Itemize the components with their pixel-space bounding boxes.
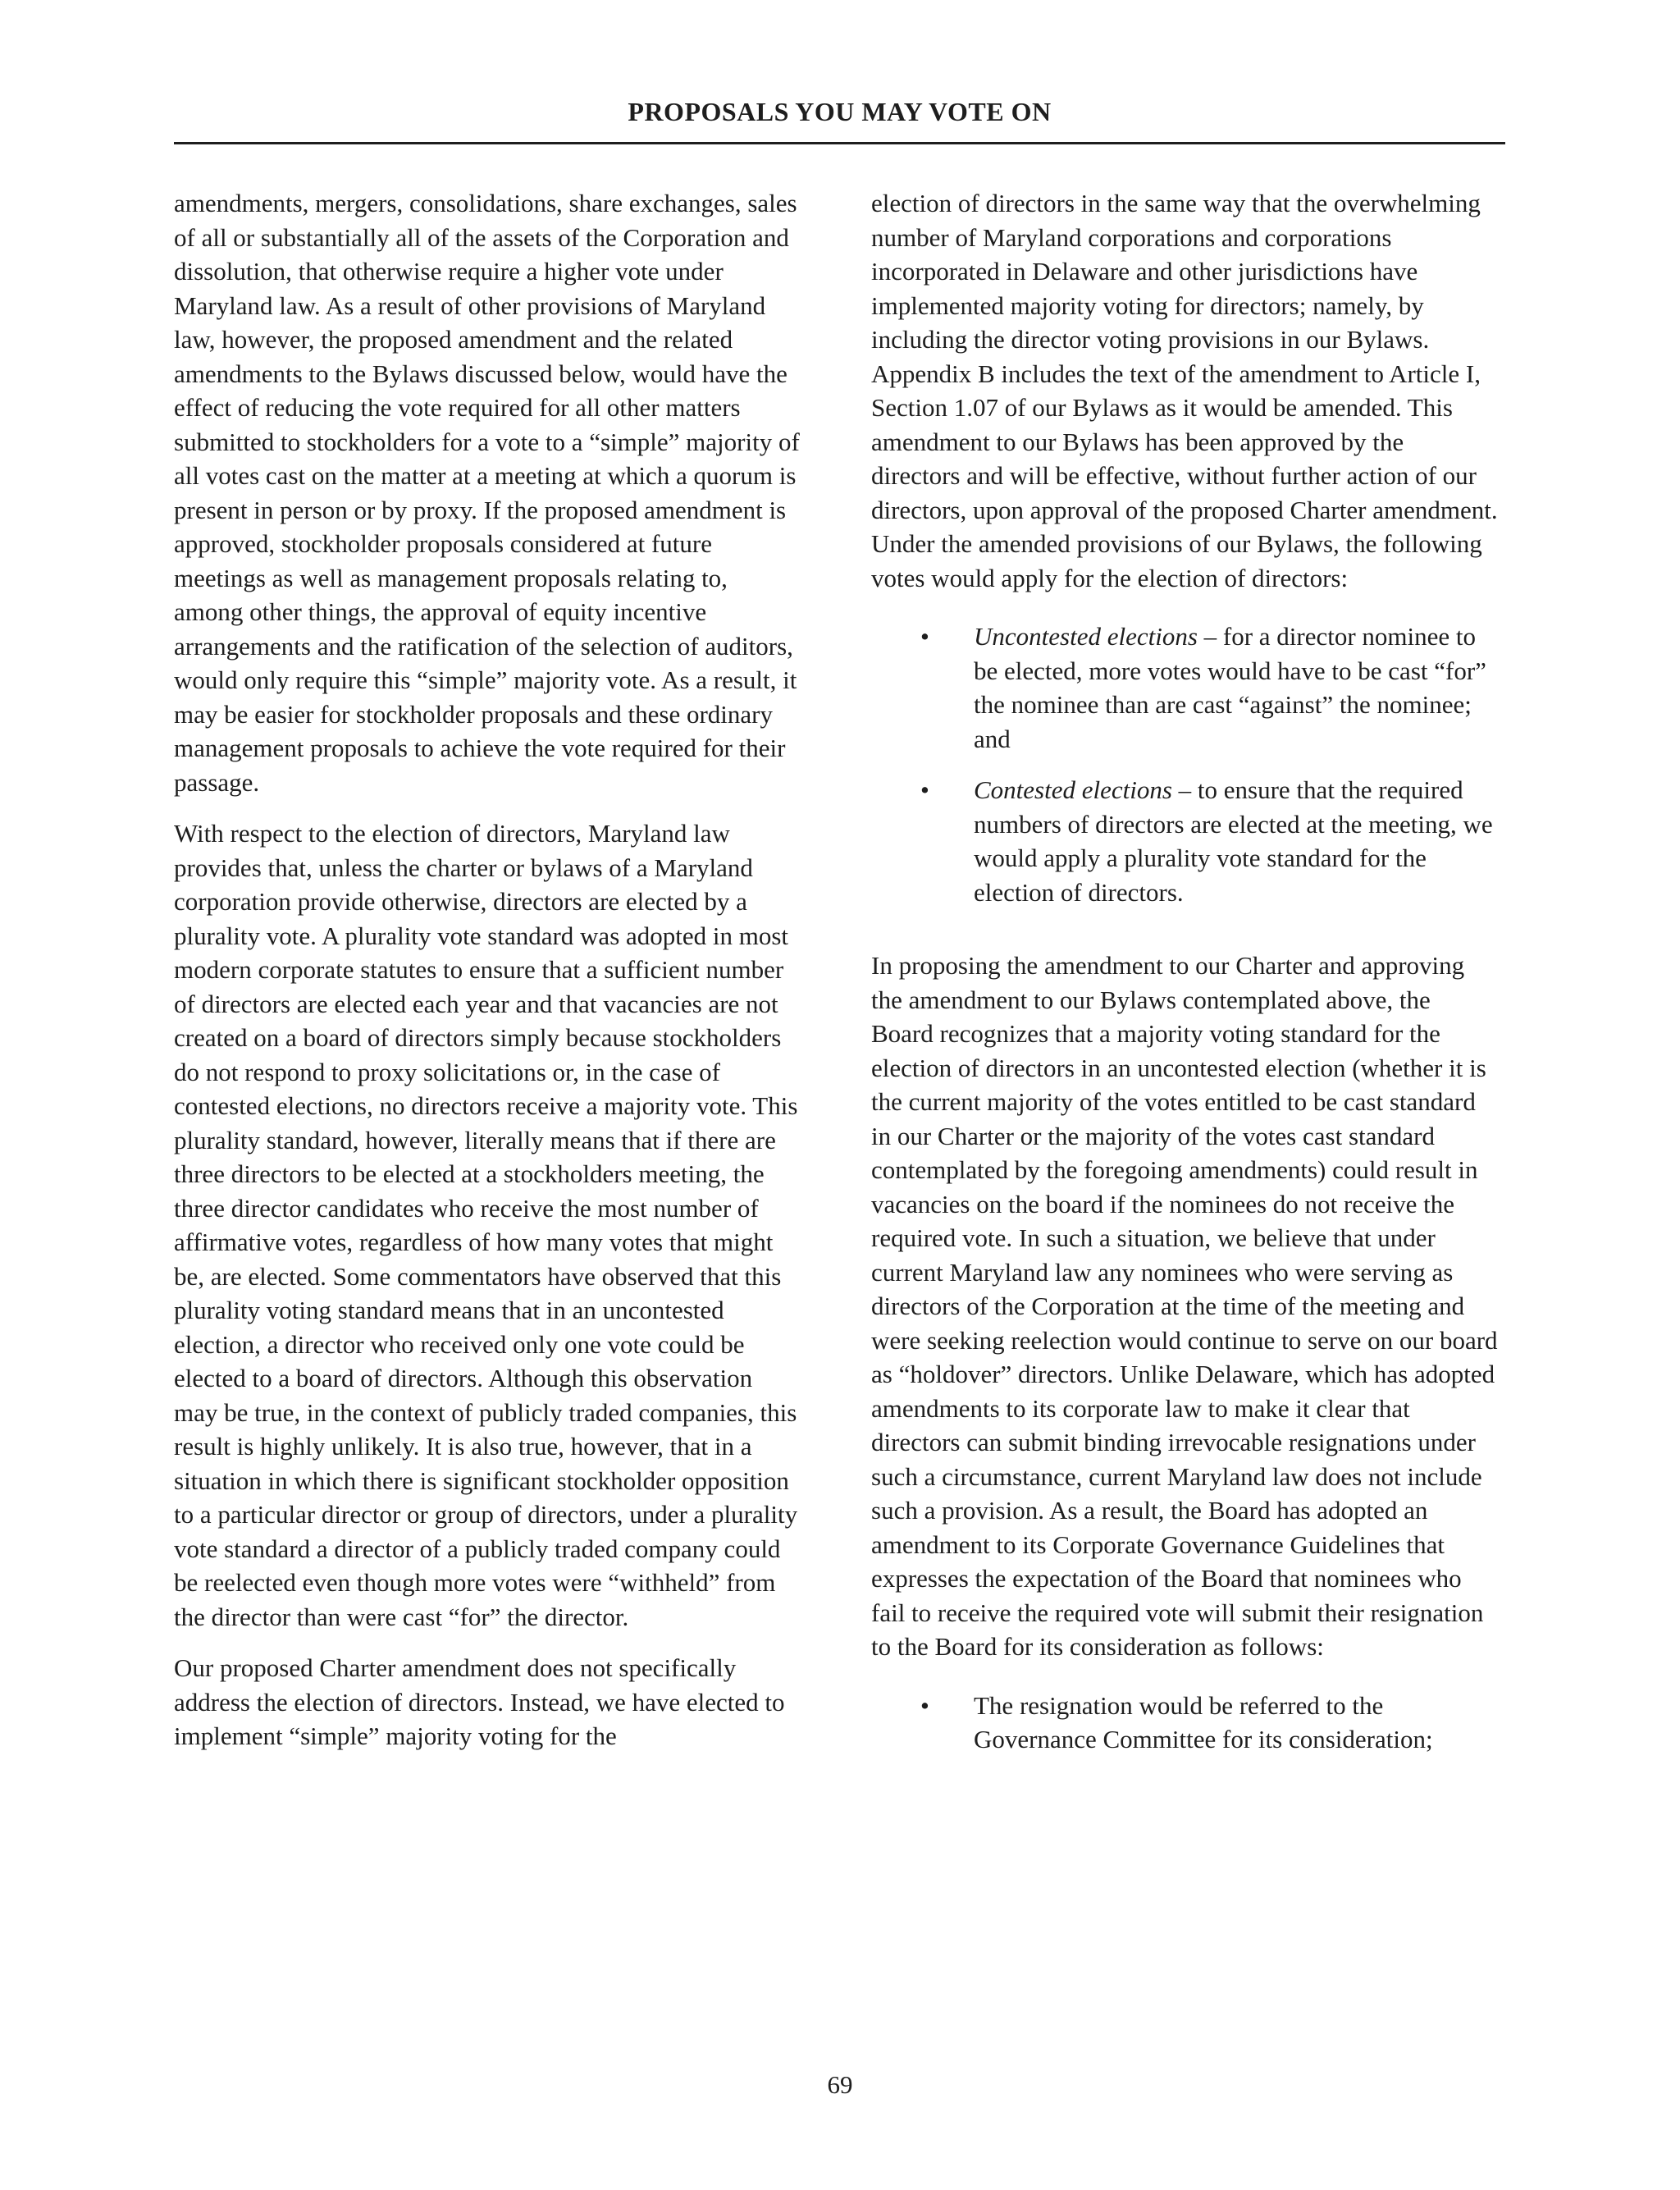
bullet-text: The resignation would be referred to the Governance Committee for its consideration;: [974, 1690, 1433, 1753]
bullet-icon: •: [920, 622, 929, 651]
list-item-contested: [871, 773, 1499, 909]
page-number: 69: [827, 2070, 853, 2099]
left-column: [174, 186, 801, 1771]
resignation-steps-list: [871, 1689, 1499, 1757]
left-paragraph-3: Our proposed Charter amendment does not specifically address the election of directors. Instead, we have elected to implement “simple” majority voting for the: [174, 1653, 785, 1750]
list-item-uncontested: [871, 620, 1499, 756]
right-body-paragraph: In proposing the amendment to our Charter and approving the amendment to our Bylaws contemplated above, the Board recognizes that a majority voting standard for the election of directors in an uncontested election (whether it is the current majority of the votes entitled to be cast standard in our Charter or the majority of the votes cast standard contemplated by the foregoing amendments) could result in vacancies on the board if the nominees do not receive the required vote. In such a situation, we believe that under current Maryland law any nominees who were serving as directors of the Corporation at the time of the meeting and were seeking reelection would continue to serve on our board as “holdover” directors. Unlike Delaware, which has adopted amendments to its corporate law to make it clear that directors can submit binding irrevocable resignations under such a circumstance, current Maryland law does not include such a provision. As a result, the Board has adopted an amendment to its Corporate Governance Guidelines that expresses the expectation of the Board that nominees who fail to receive the required vote will submit their resignation to the Board for its consideration as follows:: [871, 951, 1498, 1661]
header-divider: [174, 142, 1505, 144]
right-column: [871, 186, 1499, 1796]
left-paragraph-2: With respect to the election of directors, Maryland law provides that, unless the charter or bylaws of a Maryland corporation provide otherwise, directors are elected by a plurality vote. A plurality vote standard was adopted in most modern corporate statutes to ensure that a sufficient number of directors are elected each year and that vacancies are not created on a board of directors simply because stockholders do not respond to proxy solicitations or, in the case of contested elections, no directors receive a majority vote. This plurality standard, however, literally means that if there are three directors to be elected at a stockholders meeting, the three director candidates who receive the most number of affirmative votes, regardless of how many votes that might be, are elected. Some commentators have observed that this plurality voting standard means that in an uncontested election, a director who received only one vote could be elected to a board of directors. Although this observation may be true, in the context of publicly traded companies, this result is highly unlikely. It is also true, however, that in a situation in which there is significant stockholder opposition to a particular director or group of directors, under a plurality vote standard a director of a publicly traded company could be reelected even though more votes were “withheld” from the director than were cast “for” the director.: [174, 819, 798, 1631]
bullet-text: – to ensure that the required numbers of directors are elected at the meeting, we would apply a plurality vote standard for the election of directors.: [974, 775, 1493, 907]
left-paragraph-1: amendments, mergers, consolidations, share exchanges, sales of all or substantially all of the assets of the Corporation and dissolution, that otherwise require a higher vote under Maryland law. As a result of other provisions of Maryland law, however, the proposed amendment and the related amendments to the Bylaws discussed below, would have the effect of reducing the vote required for all other matters submitted to stockholders for a vote to a “simple” majority of all votes cast on the matter at a meeting at which a quorum is present in person or by proxy. If the proposed amendment is approved, stockholder proposals considered at future meetings as well as management proposals relating to, among other things, the approval of equity incentive arrangements and the ratification of the selection of auditors, would only require this “simple” majority vote. As a result, it may be easier for stockholder proposals and these ordinary management proposals to achieve the vote required for their passage.: [174, 189, 800, 797]
page-header-title: PROPOSALS YOU MAY VOTE ON: [628, 97, 1052, 126]
bullet-icon: •: [920, 775, 929, 804]
list-item-resignation: [871, 1689, 1499, 1757]
right-intro-paragraph: election of directors in the same way that the overwhelming number of Maryland corporations and corporations incorporated in Delaware and other jurisdictions have implemented majority voting for directors; namely, by including the director voting provisions in our Bylaws. Appendix B includes the text of the amendment to Article I, Section 1.07 of our Bylaws as it would be amended. This amendment to our Bylaws has been approved by the directors and will be effective, without further action of our directors, upon approval of the proposed Charter amendment. Under the amended provisions of our Bylaws, the following votes would apply for the election of directors:: [871, 189, 1498, 592]
bullet-term: Contested elections: [974, 775, 1172, 804]
bullet-term: Uncontested elections: [974, 622, 1198, 651]
bullet-icon: •: [920, 1690, 929, 1720]
election-votes-list: [871, 620, 1499, 909]
bullet-text: – for a director nominee to be elected, more votes would have to be cast “for” the nominee than are cast “against” the nominee; and: [974, 622, 1486, 753]
